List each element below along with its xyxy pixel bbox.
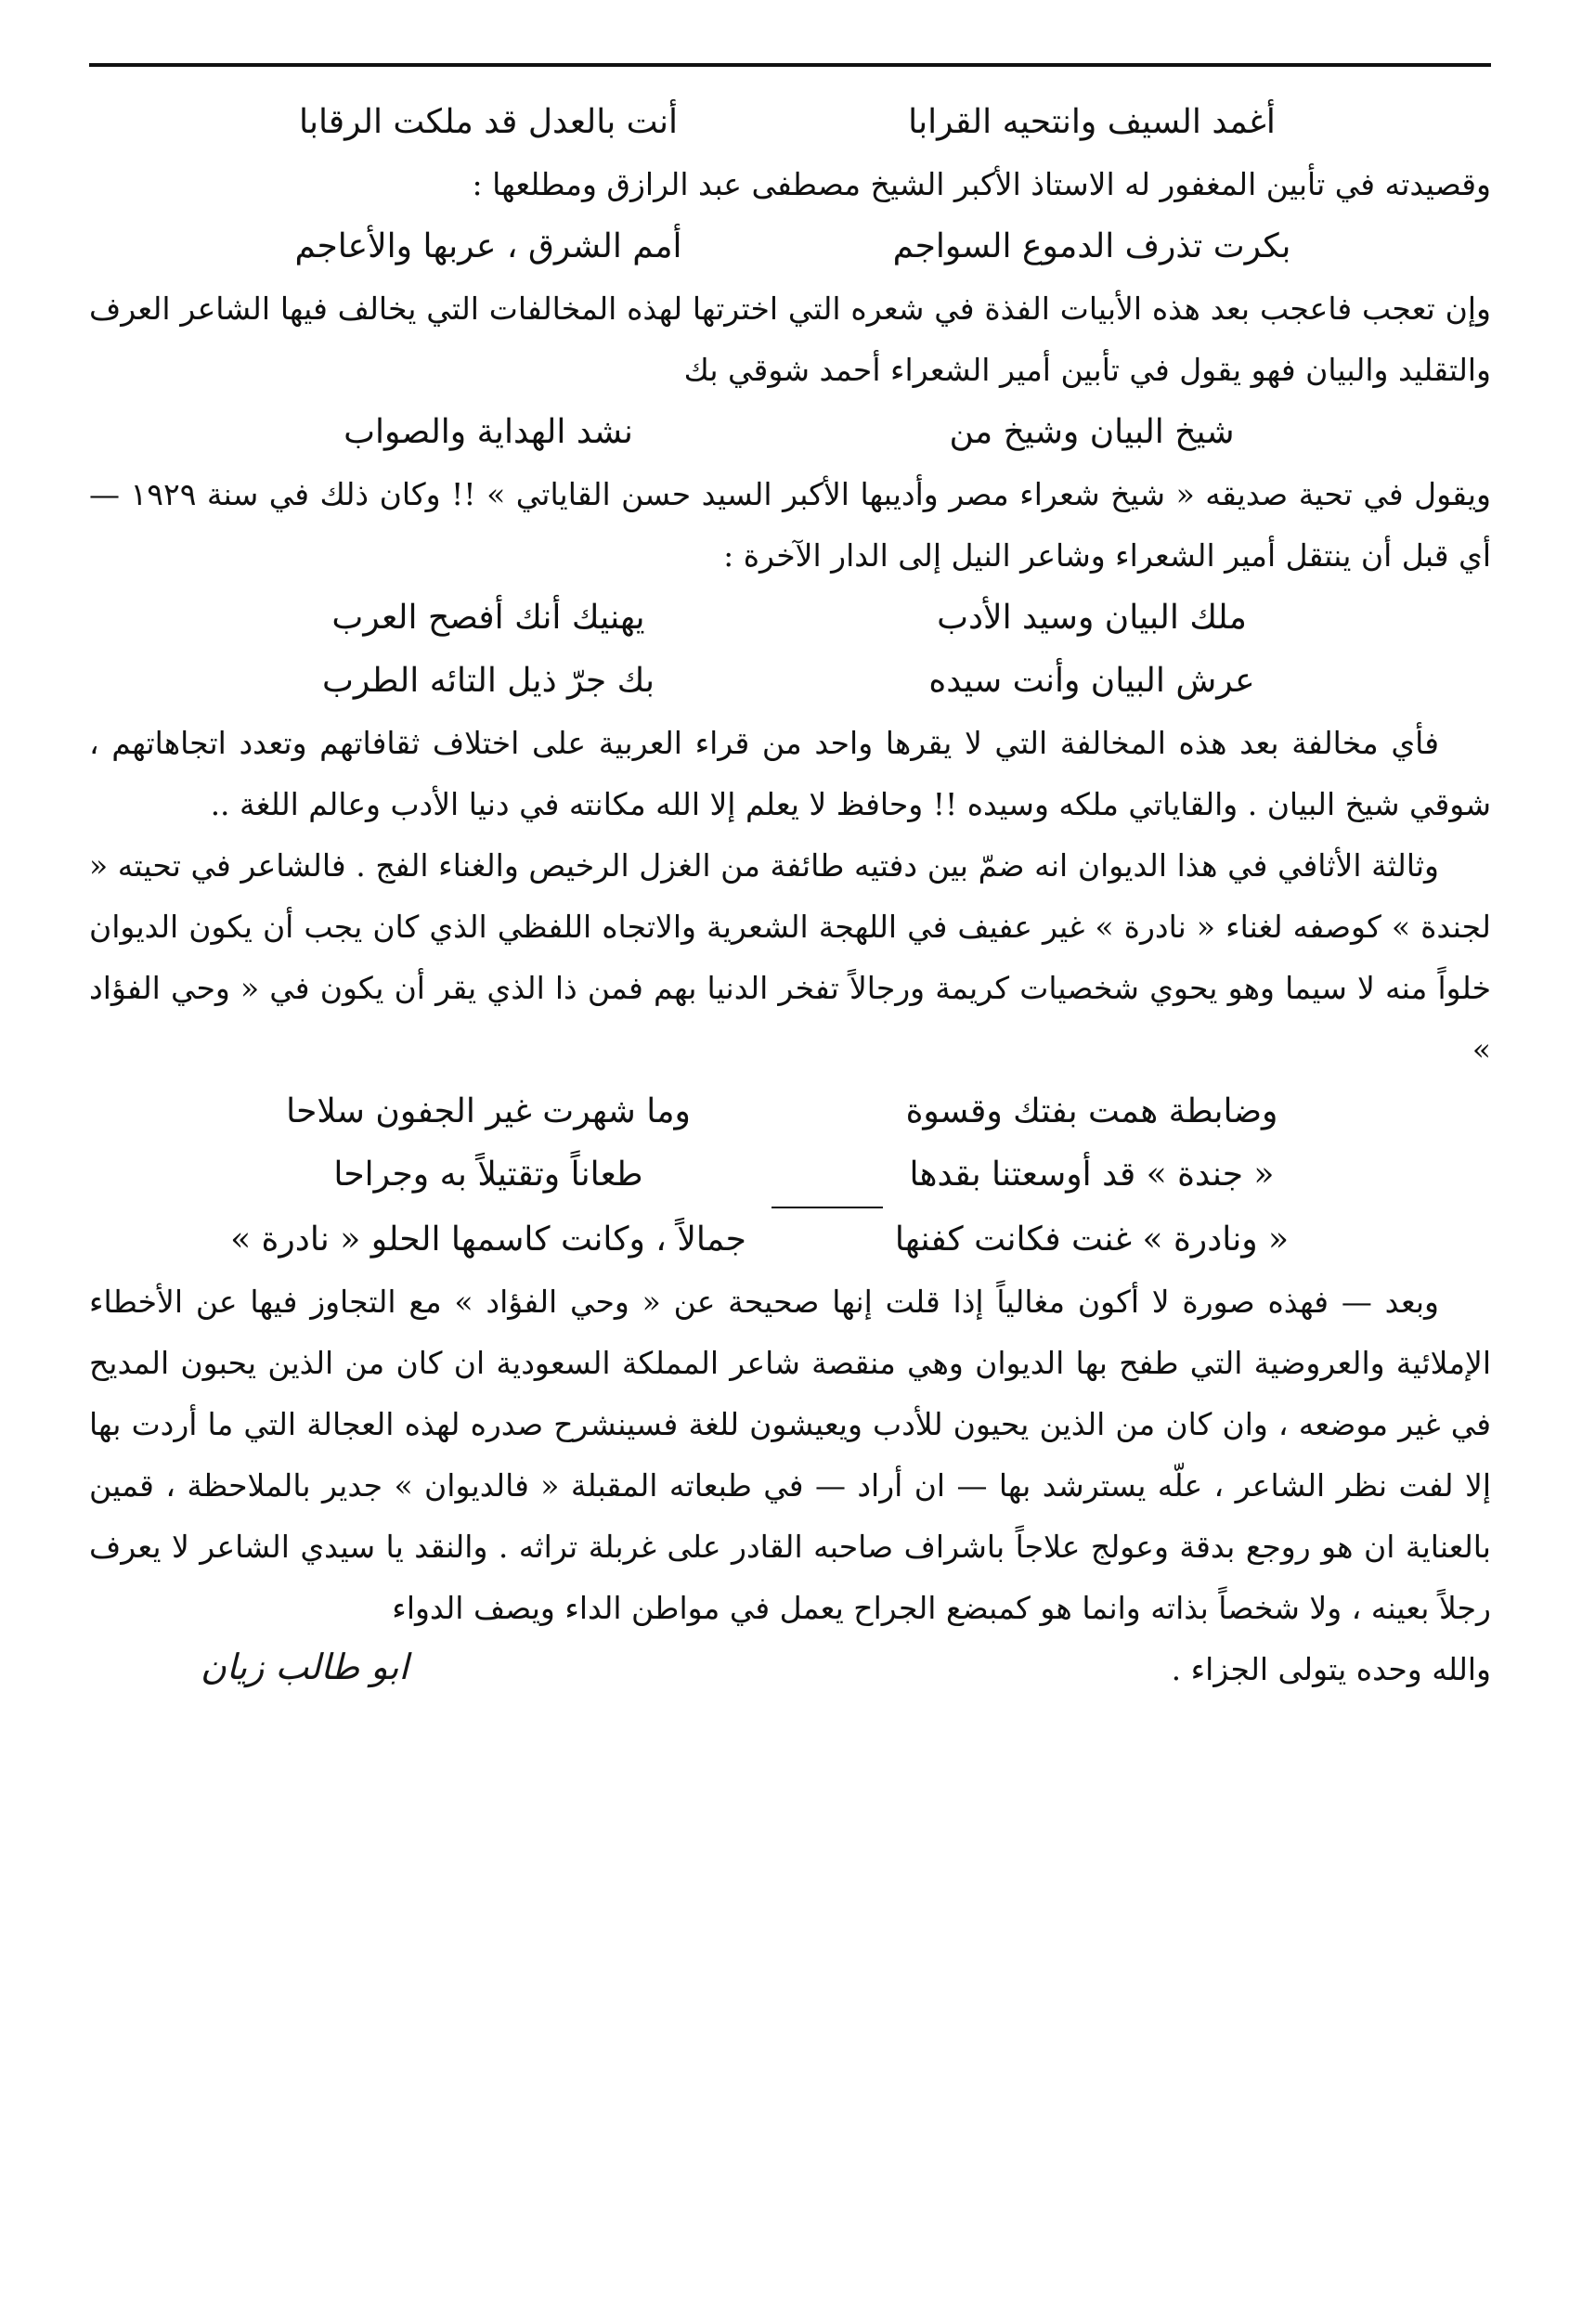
closing-line [89, 1639, 1491, 1704]
verse-8-second-hemistich: جمالاً ، وكانت كاسمها الحلو « نادرة » [230, 1220, 746, 1259]
verse-3-first-hemistich: شيخ البيان وشيخ من [949, 413, 1235, 451]
paragraph-6: وبعد — فهذه صورة لا أكون مغالياً إذا قلت إنها صحيحة عن « وحي الفؤاد » مع التجاوز فيها عن الأخطاء الإملائية والعروضية التي طفح بها الديوان وهي منقصة شاعر المملكة السعودية ان كان من الذين يحبون المديح في غير موضعه ، وان كان من الذين يحيون للأدب ويعيشون للغة فسينشرح صدره لهذه العجالة التي ما أردت بها إلا لفت نظر الشاعر ، علّه يسترشد بها — ان أراد — في طبعاته المقبلة « فالديوان » جدير بالملاحظة ، قمين بالعناية ان هو روجع بدقة وعولج علاجاً باشراف صاحبه القادر على غربلة تراثه . والنقد يا سيدي الشاعر لا يعرف رجلاً بعينه ، ولا شخصاً بذاته وانما هو كمبضع الجراح يعمل في مواطن الداء ويصف الدواء [89, 1284, 1491, 1626]
verse-5 [89, 650, 1491, 713]
verse-5-first-hemistich: عرش البيان وأنت سيده [928, 662, 1255, 700]
verse-1-first-hemistich: أغمد السيف وانتحيه القرابا [908, 103, 1276, 141]
verse-8-first-hemistich: « ونادرة » غنت فكانت كفنها [894, 1220, 1290, 1259]
article-page [89, 91, 1491, 1704]
paragraph-5: وثالثة الأثافي في هذا الديوان انه ضمّ بين دفتيه طائفة من الغزل الرخيص والغناء الفج . فالشاعر في تحيته « لجندة » كوصفه لغناء « نادرة » غير عفيف في اللهجة الشعرية والاتجاه اللفظي الذي كان يجب أن يكون الديوان خلواً منه لا سيما وهو يحوي شخصيات كريمة ورجالاً تفخر الدنيا بهم فمن ذا الذي يقر أن يكون في « وحي الفؤاد » [89, 847, 1491, 1067]
verse-4-second-hemistich: يهنيك أنك أفصح العرب [331, 599, 645, 637]
paragraph-1: وقصيدته في تأبين المغفور له الاستاذ الأكبر الشيخ مصطفى عبد الرازق ومطلعها : [472, 166, 1491, 202]
verse-2-first-hemistich: بكرت تذرف الدموع السواجم [892, 227, 1291, 265]
verse-2 [89, 215, 1491, 278]
verse-7 [89, 1143, 1491, 1207]
verse-7-second-hemistich: طعاناً وتقتيلاً به وجراحا [333, 1156, 643, 1194]
paragraph-4: فأي مخالفة بعد هذه المخالفة التي لا يقرها واحد من قراء العربية على اختلاف ثقافاتهم وتعدد اتجاهاتهم ، شوقي شيخ البيان . والقاياتي ملكه وسيده !! وحافظ لا يعلم إلا الله مكانته في دنيا الأدب وعالم اللغة .. [89, 725, 1491, 822]
verse-8 [89, 1208, 1491, 1272]
verse-1 [89, 91, 1491, 154]
verse-6-second-hemistich: وما شهرت غير الجفون سلاحا [286, 1092, 691, 1130]
verse-1-second-hemistich: أنت بالعدل قد ملكت الرقابا [298, 103, 679, 141]
verse-6 [89, 1080, 1491, 1143]
top-rule [89, 63, 1491, 67]
verse-5-second-hemistich: بك جرّ ذيل التائه الطرب [322, 662, 655, 700]
verse-3-second-hemistich: نشد الهداية والصواب [344, 413, 633, 451]
closing-sentence: والله وحده يتولى الجزاء . [1171, 1651, 1491, 1687]
verse-3 [89, 401, 1491, 464]
verse-6-first-hemistich: وضابطة همت بفتك وقسوة [905, 1092, 1278, 1130]
paragraph-2: وإن تعجب فاعجب بعد هذه الأبيات الفذة في شعره التي اخترتها لهذه المخالفات التي يخالف فيها الشاعر العرف والتقليد والبيان فهو يقول في تأبين أمير الشعراء أحمد شوقي بك [89, 290, 1491, 388]
verse-7-first-hemistich: « جندة » قد أوسعتنا بقدها [909, 1156, 1275, 1194]
verse-4-first-hemistich: ملك البيان وسيد الأدب [937, 599, 1247, 637]
verse-4 [89, 587, 1491, 650]
verse-2-second-hemistich: أمم الشرق ، عربها والأعاجم [294, 227, 682, 265]
author-signature: ابو طالب زيان [201, 1646, 409, 1687]
separator-mark [772, 1207, 883, 1208]
paragraph-3: ويقول في تحية صديقه « شيخ شعراء مصر وأديبها الأكبر السيد حسن القاياتي » !! وكان ذلك في سنة ١٩٢٩ — أي قبل أن ينتقل أمير الشعراء وشاعر النيل إلى الدار الآخرة : [89, 476, 1491, 574]
